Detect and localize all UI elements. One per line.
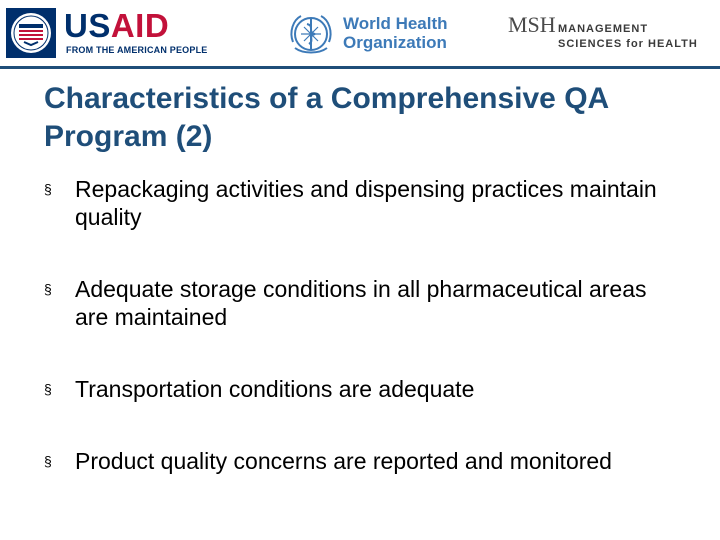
msh-name: MANAGEMENT SCIENCES for HEALTH xyxy=(558,23,698,50)
who-emblem-icon xyxy=(285,8,337,60)
msh-mark: MSH xyxy=(508,12,556,37)
bullet-marker: § xyxy=(44,381,52,397)
bullet-item xyxy=(44,375,684,403)
bullet-item xyxy=(44,275,684,331)
who-logo xyxy=(285,8,455,60)
usaid-tagline: FROM THE AMERICAN PEOPLE xyxy=(66,45,208,55)
bullet-item xyxy=(44,175,684,231)
bullet-item xyxy=(44,447,684,475)
who-name: World Health Organization xyxy=(343,14,448,52)
usaid-logo xyxy=(6,7,208,58)
slide-title: Characteristics of a Comprehensive QA Program (2) xyxy=(44,82,609,153)
bullet-text: Repackaging activities and dispensing practices maintain quality xyxy=(75,176,657,230)
usaid-wordmark: USAID xyxy=(64,7,170,44)
bullet-text: Product quality concerns are reported and monitored xyxy=(75,448,612,474)
logo-header xyxy=(0,0,720,68)
bullet-marker: § xyxy=(44,181,52,197)
bullet-marker: § xyxy=(44,281,52,297)
header-divider xyxy=(0,66,720,69)
usaid-seal-icon xyxy=(6,8,56,58)
bullet-text: Transportation conditions are adequate xyxy=(75,376,475,402)
bullet-text: Adequate storage conditions in all pharmaceutical areas are maintained xyxy=(75,276,647,330)
bullet-marker: § xyxy=(44,453,52,469)
msh-logo xyxy=(508,10,718,58)
